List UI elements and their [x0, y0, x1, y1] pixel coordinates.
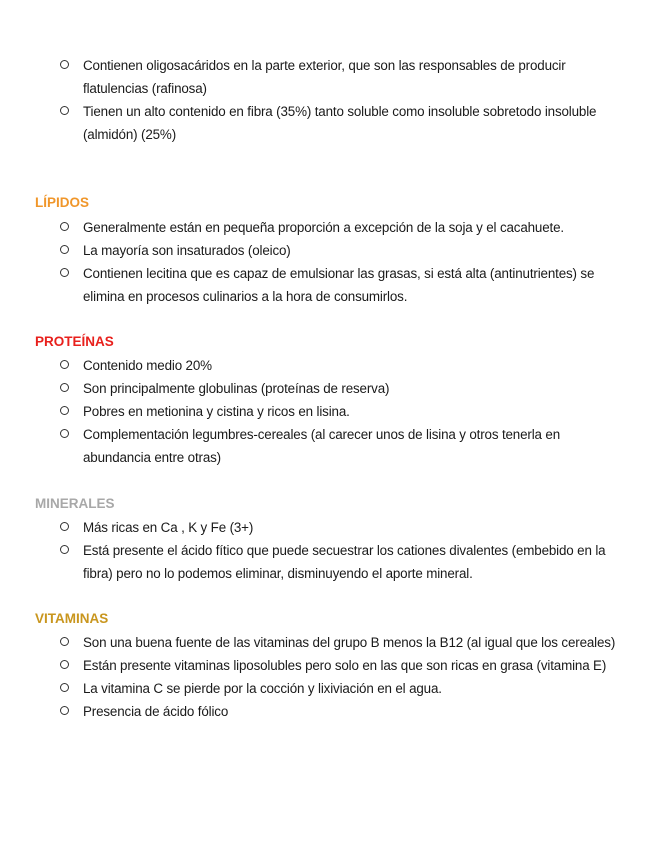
section-heading-vitaminas: VITAMINAS — [35, 611, 109, 626]
proteinas-section — [0, 354, 656, 469]
list-item — [0, 677, 656, 700]
list-item-text: La vitamina C se pierde por la cocción y lixiviación en el agua. — [83, 681, 442, 696]
list-item — [0, 631, 656, 654]
intro-section — [0, 54, 656, 146]
list-item-text: Tienen un alto contenido en fibra (35%) tanto soluble como insoluble sobretodo insoluble (almidón) (25%) — [83, 104, 597, 142]
list-item — [0, 516, 656, 539]
lipidos-section — [0, 216, 656, 308]
list-item — [0, 216, 656, 239]
list-item-text: Contenido medio 20% — [83, 358, 212, 373]
circle-bullet-icon — [60, 406, 69, 415]
circle-bullet-icon — [60, 683, 69, 692]
list-item-text: Pobres en metionina y cistina y ricos en lisina. — [83, 404, 350, 419]
circle-bullet-icon — [60, 383, 69, 392]
list-item-text: Presencia de ácido fólico — [83, 704, 229, 719]
circle-bullet-icon — [60, 660, 69, 669]
list-item — [0, 700, 656, 723]
section-heading-minerales: MINERALES — [35, 496, 115, 511]
circle-bullet-icon — [60, 360, 69, 369]
list-item — [0, 423, 656, 469]
circle-bullet-icon — [60, 60, 69, 69]
circle-bullet-icon — [60, 268, 69, 277]
list-item-text: Contienen oligosacáridos en la parte exterior, que son las responsables de producir flatulencias (rafinosa) — [83, 58, 566, 96]
list-item — [0, 539, 656, 585]
vitaminas-section — [0, 631, 656, 723]
circle-bullet-icon — [60, 106, 69, 115]
circle-bullet-icon — [60, 706, 69, 715]
list-item — [0, 354, 656, 377]
list-item — [0, 54, 656, 100]
minerales-section — [0, 516, 656, 585]
section-heading-lipidos: LÍPIDOS — [35, 195, 90, 210]
circle-bullet-icon — [60, 429, 69, 438]
circle-bullet-icon — [60, 545, 69, 554]
circle-bullet-icon — [60, 522, 69, 531]
list-item-text: Está presente el ácido fítico que puede secuestrar los cationes divalentes (embebido en la fibra) pero no lo podemos eliminar, disminuyendo el aporte mineral. — [83, 543, 606, 581]
list-item-text: La mayoría son insaturados (oleico) — [83, 243, 291, 258]
list-item-text: Son una buena fuente de las vitaminas del grupo B menos la B12 (al igual que los cereales) — [83, 635, 616, 650]
list-item — [0, 262, 656, 308]
list-item — [0, 100, 656, 146]
list-item — [0, 239, 656, 262]
list-item — [0, 377, 656, 400]
list-item-text: Son principalmente globulinas (proteínas de reserva) — [83, 381, 390, 396]
list-item — [0, 654, 656, 677]
circle-bullet-icon — [60, 222, 69, 231]
circle-bullet-icon — [60, 637, 69, 646]
list-item-text: Más ricas en Ca , K y Fe (3+) — [83, 520, 254, 535]
list-item-text: Complementación legumbres-cereales (al carecer unos de lisina y otros tenerla en abundancia entre otras) — [83, 427, 561, 465]
list-item-text: Generalmente están en pequeña proporción a excepción de la soja y el cacahuete. — [83, 220, 564, 235]
section-heading-proteinas: PROTEÍNAS — [35, 334, 114, 349]
list-item-text: Están presente vitaminas liposolubles pero solo en las que son ricas en grasa (vitamina E) — [83, 658, 607, 673]
list-item — [0, 400, 656, 423]
circle-bullet-icon — [60, 245, 69, 254]
list-item-text: Contienen lecitina que es capaz de emulsionar las grasas, si está alta (antinutrientes) se elimina en procesos culinarios a la hora de consumirlos. — [83, 266, 595, 304]
